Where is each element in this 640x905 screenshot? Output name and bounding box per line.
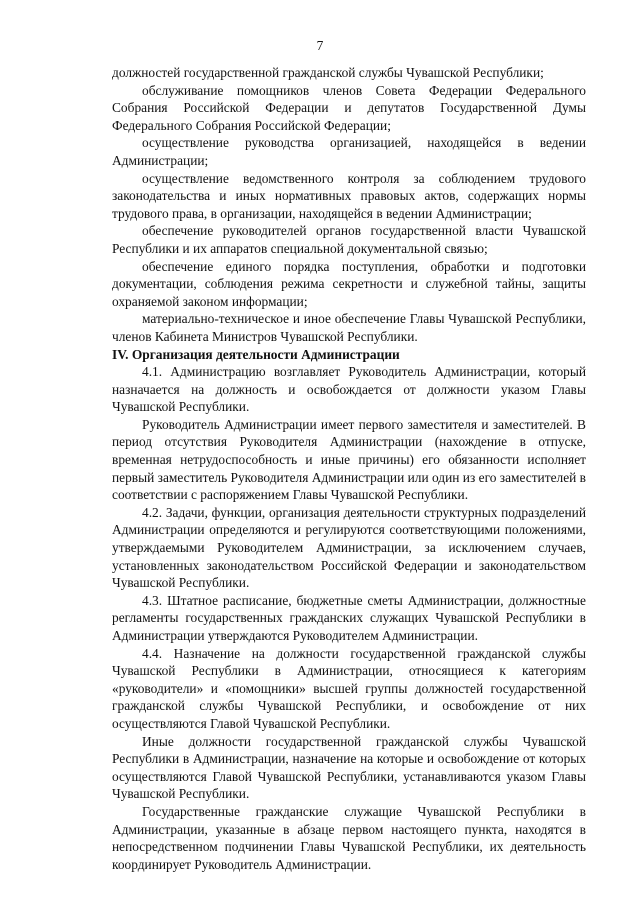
list-item: обеспечение руководителей органов государственной власти Чувашской Республики и их аппаратов специальной документальной связью; [112, 223, 586, 256]
paragraph: Руководитель Администрации имеет первого заместителя и заместителей. В период отсутствия Руководителя Администрации (нахождение в отпуске, временная нетрудоспособность и иные причины) его обязанности исполняет первый заместитель Руководителя Администрации или один из его заместителей в соответствии с распоряжением Главы Чувашской Республики. [112, 416, 586, 503]
paragraph: 4.2. Задачи, функции, организация деятельности структурных подразделений Администрации определяются и регулируются соответствующими положениями, утверждаемыми Руководителем Администрации, за исключением случаев, установленных законодательством Российской Федерации и законодательством Чувашской Республики. [112, 504, 586, 591]
list-item: осуществление ведомственного контроля за соблюдением трудового законодательства и иных нормативных правовых актов, содержащих нормы трудового права, в организации, находящейся в ведении Администрации; [112, 170, 586, 221]
section-heading: IV. Организация деятельности Администрации [112, 346, 400, 362]
page-number: 7 [316, 38, 324, 53]
list-item: материально-техническое и иное обеспечение Главы Чувашской Республики, членов Кабинета Министров Чувашской Республики. [112, 311, 586, 344]
document-body [112, 64, 586, 873]
paragraph: 4.3. Штатное расписание, бюджетные сметы Администрации, должностные регламенты государственных гражданских служащих Чувашской Республики в Администрации утверждаются Руководителем Администрации. [112, 592, 586, 643]
list-item: обеспечение единого порядка поступления, обработки и подготовки документации, соблюдения режима секретности и служебной тайны, защиты охраняемой законом информации; [112, 258, 586, 309]
paragraph: Государственные гражданские служащие Чувашской Республики в Администрации, указанные в абзаце первом настоящего пункта, находятся в непосредственном подчинении Главы Чувашской Республики, их деятельность координирует Руководитель Администрации. [112, 803, 586, 872]
paragraph: Иные должности государственной гражданской службы Чувашской Республики в Администрации, назначение на которые и освобождение от которых осуществляются Главой Чувашской Республики, устанавливаются указом Главы Чувашской Республики. [112, 733, 586, 802]
paragraph: 4.1. Администрацию возглавляет Руководитель Администрации, который назначается на должность и освобождается от должности указом Главы Чувашской Республики. [112, 364, 586, 415]
paragraph: 4.4. Назначение на должности государственной гражданской службы Чувашской Республики в Администрации, относящиеся к категориям «руководители» и «помощники» высшей группы должностей государственной гражданской службы Чувашской Республики, и освобождение от них осуществляются Главой Чувашской Республики. [112, 645, 586, 731]
list-item: обслуживание помощников членов Совета Федерации Федерального Собрания Российской Федерации и депутатов Государственной Думы Федерального Собрания Российской Федерации; [112, 82, 586, 133]
list-item-continuation: должностей государственной гражданской службы Чувашской Республики; [112, 65, 544, 80]
list-item: осуществление руководства организацией, находящейся в ведении Администрации; [112, 135, 586, 168]
